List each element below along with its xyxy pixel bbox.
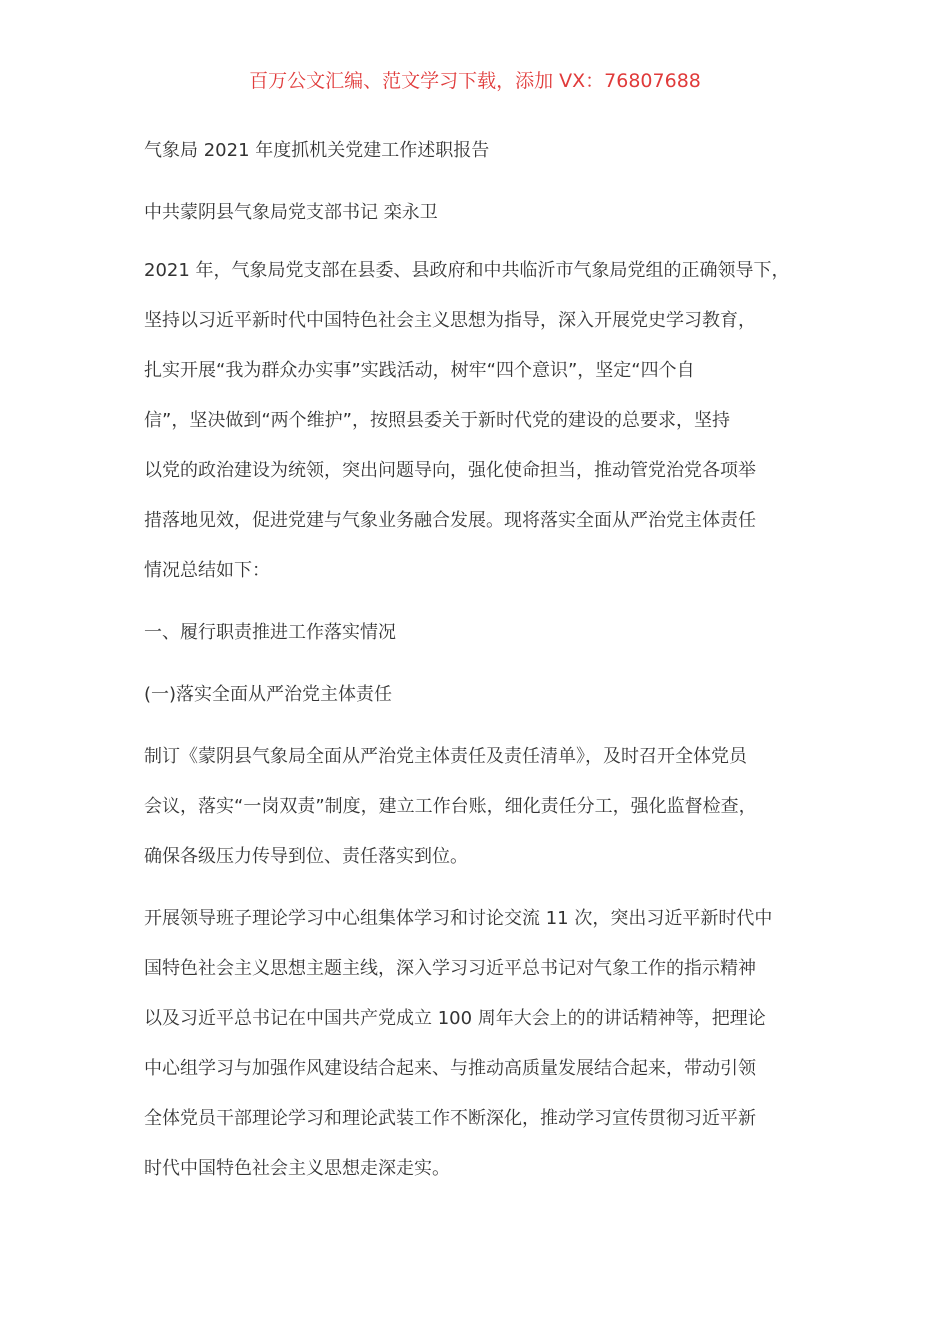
subsection-heading: (一)落实全面从严治党主体责任 [144,684,393,705]
paragraph-responsibility [144,740,819,874]
document-title: 气象局 2021 年度抓机关党建工作述职报告 [144,140,490,161]
paragraph-line: 确保各级压力传导到位、责任落实到位。 [144,846,468,867]
paragraph-line: 国特色社会主义思想主题主线，深入学习习近平总书记对气象工作的指示精神 [144,958,756,979]
paragraph-line: 会议，落实“一岗双责”制度，建立工作台账，细化责任分工，强化监督检查， [144,796,757,817]
paragraph-line: 信”，坚决做到“两个维护”，按照县委关于新时代党的建设的总要求，坚持 [144,410,730,431]
paragraph-line: 开展领导班子理论学习中心组集体学习和讨论交流 11 次，突出习近平新时代中 [144,908,773,929]
paragraph-intro [144,254,819,588]
paragraph-line: 时代中国特色社会主义思想走深走实。 [144,1158,450,1179]
paragraph-line: 2021 年，气象局党支部在县委、县政府和中共临沂市气象局党组的正确领导下， [144,260,790,281]
paragraph-line: 全体党员干部理论学习和理论武装工作不断深化，推动学习宣传贯彻习近平新 [144,1108,756,1129]
paragraph-line: 以及习近平总书记在中国共产党成立 100 周年大会上的的讲话精神等，把理论 [144,1008,766,1029]
document-author: 中共蒙阴县气象局党支部书记 栾永卫 [144,202,438,223]
document-body [144,134,819,1214]
paragraph-line: 中心组学习与加强作风建设结合起来、与推动高质量发展结合起来，带动引领 [144,1058,756,1079]
paragraph-study [144,902,819,1186]
paragraph-line: 扎实开展“我为群众办实事”实践活动，树牢“四个意识”，坚定“四个自 [144,360,695,381]
paragraph-line: 制订《蒙阴县气象局全面从严治党主体责任及责任清单》，及时召开全体党员 [144,746,747,767]
paragraph-line: 坚持以习近平新时代中国特色社会主义思想为指导，深入开展党史学习教育， [144,310,756,331]
paragraph-line: 措落地见效，促进党建与气象业务融合发展。现将落实全面从严治党主体责任 [144,510,756,531]
paragraph-line: 情况总结如下： [144,560,270,581]
paragraph-line: 以党的政治建设为统领，突出问题导向，强化使命担当，推动管党治党各项举 [144,460,756,481]
watermark-banner: 百万公文汇编、范文学习下载，添加 VX：76807688 [249,70,701,92]
section-heading: 一、履行职责推进工作落实情况 [144,622,396,643]
